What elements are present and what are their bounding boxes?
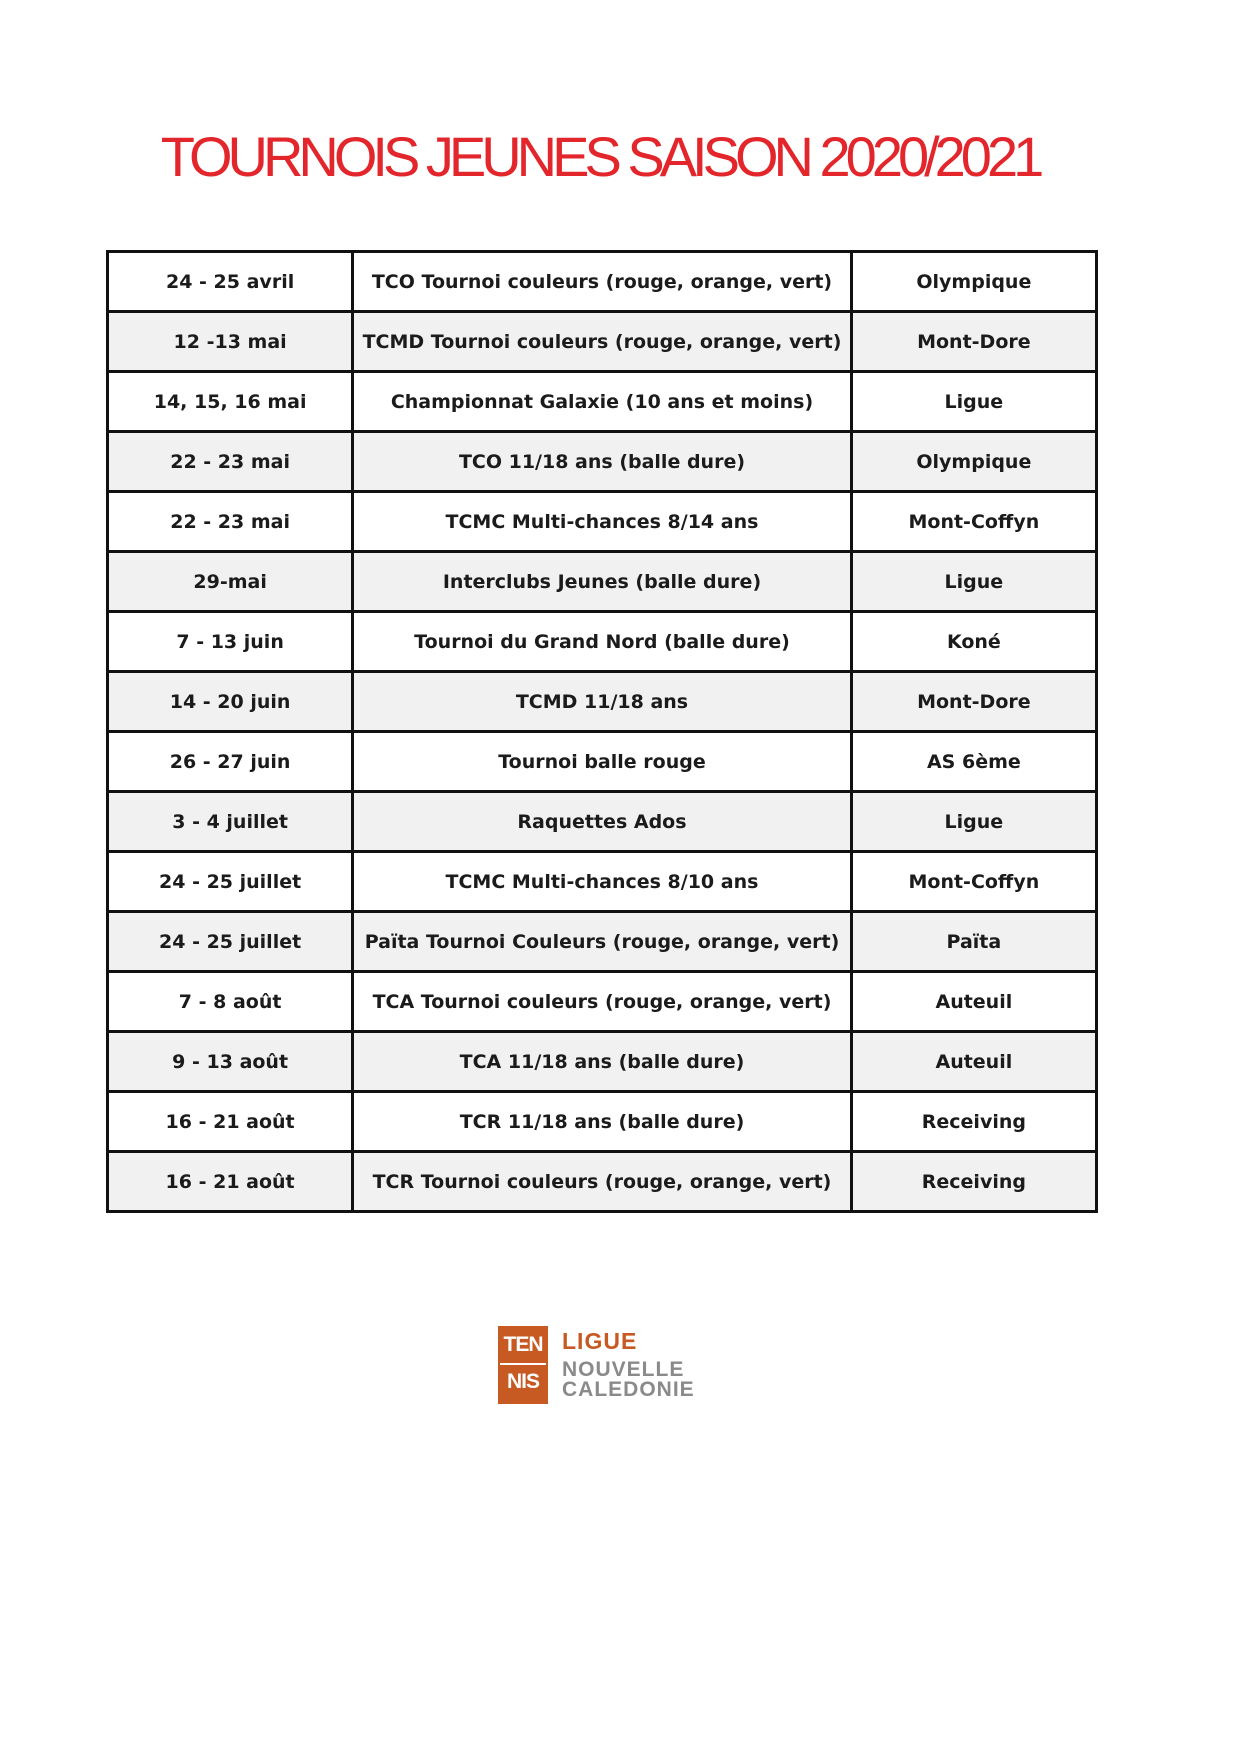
event-cell: TCMC Multi-chances 8/14 ans — [353, 492, 852, 552]
event-cell: TCA 11/18 ans (balle dure) — [353, 1032, 852, 1092]
ligue-tennis-logo — [498, 1326, 728, 1404]
date-cell: 12 -13 mai — [108, 312, 353, 372]
table-row — [108, 972, 1097, 1032]
date-cell: 7 - 13 juin — [108, 612, 353, 672]
date-cell: 14, 15, 16 mai — [108, 372, 353, 432]
table-row — [108, 852, 1097, 912]
logo-caledonie-text: CALEDONIE — [562, 1378, 695, 1401]
table-row — [108, 612, 1097, 672]
logo-ligue-text: LIGUE — [562, 1328, 638, 1354]
venue-cell: Ligue — [851, 792, 1096, 852]
page-title: TOURNOIS JEUNES SAISON 2020/2021 — [160, 125, 1040, 188]
table-row — [108, 732, 1097, 792]
table-row — [108, 792, 1097, 852]
event-cell: Interclubs Jeunes (balle dure) — [353, 552, 852, 612]
date-cell: 29-mai — [108, 552, 353, 612]
tennis-badge — [498, 1326, 548, 1404]
event-cell: Championnat Galaxie (10 ans et moins) — [353, 372, 852, 432]
venue-cell: Koné — [851, 612, 1096, 672]
table-row — [108, 252, 1097, 312]
venue-cell: Ligue — [851, 552, 1096, 612]
table-row — [108, 312, 1097, 372]
venue-cell: Mont-Dore — [851, 672, 1096, 732]
event-cell: Tournoi du Grand Nord (balle dure) — [353, 612, 852, 672]
event-cell: TCMD Tournoi couleurs (rouge, orange, vert) — [353, 312, 852, 372]
venue-cell: Receiving — [851, 1092, 1096, 1152]
venue-cell: Païta — [851, 912, 1096, 972]
venue-cell: Auteuil — [851, 1032, 1096, 1092]
venue-cell: Mont-Coffyn — [851, 492, 1096, 552]
date-cell: 24 - 25 avril — [108, 252, 353, 312]
venue-cell: AS 6ème — [851, 732, 1096, 792]
venue-cell: Receiving — [851, 1152, 1096, 1212]
event-cell: TCR Tournoi couleurs (rouge, orange, vert) — [353, 1152, 852, 1212]
event-cell: TCMD 11/18 ans — [353, 672, 852, 732]
table-row — [108, 672, 1097, 732]
date-cell: 22 - 23 mai — [108, 432, 353, 492]
table-row — [108, 1152, 1097, 1212]
event-cell: Raquettes Ados — [353, 792, 852, 852]
badge-divider — [500, 1363, 546, 1365]
table-row — [108, 552, 1097, 612]
date-cell: 22 - 23 mai — [108, 492, 353, 552]
table-row — [108, 492, 1097, 552]
badge-text-bottom: NIS — [506, 1370, 539, 1393]
venue-cell: Auteuil — [851, 972, 1096, 1032]
logo-nouvelle-text: NOUVELLE — [562, 1358, 685, 1381]
date-cell: 24 - 25 juillet — [108, 852, 353, 912]
table-row — [108, 1032, 1097, 1092]
event-cell: Païta Tournoi Couleurs (rouge, orange, vert) — [353, 912, 852, 972]
venue-cell: Ligue — [851, 372, 1096, 432]
date-cell: 26 - 27 juin — [108, 732, 353, 792]
event-cell: TCR 11/18 ans (balle dure) — [353, 1092, 852, 1152]
table-row — [108, 372, 1097, 432]
venue-cell: Mont-Dore — [851, 312, 1096, 372]
table-row — [108, 1092, 1097, 1152]
table-row — [108, 912, 1097, 972]
tournament-schedule-table — [106, 250, 1098, 1213]
date-cell: 16 - 21 août — [108, 1152, 353, 1212]
venue-cell: Olympique — [851, 432, 1096, 492]
event-cell: TCMC Multi-chances 8/10 ans — [353, 852, 852, 912]
date-cell: 3 - 4 juillet — [108, 792, 353, 852]
event-cell: TCO 11/18 ans (balle dure) — [353, 432, 852, 492]
date-cell: 14 - 20 juin — [108, 672, 353, 732]
date-cell: 9 - 13 août — [108, 1032, 353, 1092]
event-cell: TCA Tournoi couleurs (rouge, orange, vert) — [353, 972, 852, 1032]
date-cell: 16 - 21 août — [108, 1092, 353, 1152]
date-cell: 24 - 25 juillet — [108, 912, 353, 972]
date-cell: 7 - 8 août — [108, 972, 353, 1032]
venue-cell: Mont-Coffyn — [851, 852, 1096, 912]
event-cell: Tournoi balle rouge — [353, 732, 852, 792]
event-cell: TCO Tournoi couleurs (rouge, orange, vert) — [353, 252, 852, 312]
venue-cell: Olympique — [851, 252, 1096, 312]
table-row — [108, 432, 1097, 492]
badge-text-top: TEN — [503, 1333, 543, 1356]
